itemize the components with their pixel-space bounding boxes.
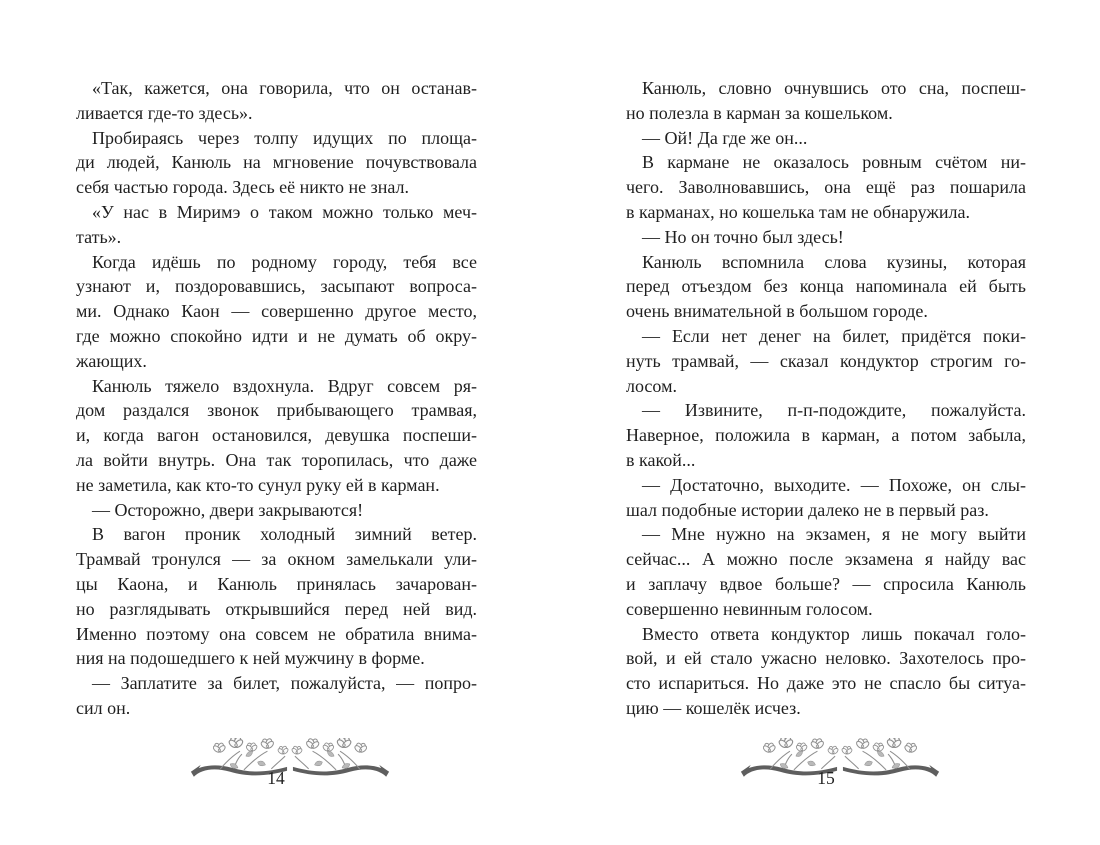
text-line: ми. Однако Каон — совершенно другое место,	[76, 301, 477, 322]
text-line: — Осторожно, двери закрываются!	[92, 499, 364, 520]
text-line: ния на подошедшего к ней мужчину в форме.	[76, 648, 425, 669]
text-line: Наверное, положила в карман, а потом забыла,	[626, 425, 1026, 446]
text-line: — Достаточно, выходите. — Похоже, он слы-	[642, 474, 1026, 495]
text-line: в какой...	[626, 449, 696, 470]
text-line: Именно поэтому она совсем не обратила внима-	[76, 623, 477, 644]
text-line: Вместо ответа кондуктор лишь покачал голо-	[642, 623, 1026, 644]
text-line: Канюль вспомнила слова кузины, которая	[642, 251, 1026, 272]
text-line: но разглядывать открывшийся перед ней вид.	[76, 598, 477, 619]
text-line: в карманах, но кошелька там не обнаружила.	[626, 201, 970, 222]
text-line: — Если нет денег на билет, придётся поки-	[642, 325, 1026, 346]
text-line: совершенно невинным голосом.	[626, 598, 873, 619]
text-line: — Ой! Да где же он...	[642, 127, 808, 148]
left-page-text	[76, 76, 477, 721]
text-line: цы Каона, и Канюль принялась зачарован-	[76, 573, 477, 594]
text-line: чего. Заволновавшись, она ещё раз пошарила	[626, 177, 1026, 198]
text-line: Пробираясь через толпу идущих по площа-	[92, 127, 477, 148]
text-line: дом раздался звонок прибывающего трамвая,	[76, 400, 477, 421]
text-line: — Но он точно был здесь!	[642, 226, 844, 247]
page-number: 14	[267, 768, 285, 788]
text-line: В кармане не оказалось ровным счётом ни-	[642, 152, 1026, 173]
text-line: Трамвай тронулся — за окном замелькали ули-	[76, 549, 477, 570]
text-line: ла войти внутрь. Она так торопилась, что даже	[76, 449, 477, 470]
text-line: сто испариться. Но даже это не спасло бы ситуа-	[626, 673, 1026, 694]
text-line: себя частью города. Здесь её никто не знал.	[76, 177, 410, 198]
right-page-text	[626, 76, 1026, 721]
text-line: и заплачу вдвое больше? — спросила Канюль	[626, 573, 1026, 594]
text-line: — Заплатите за билет, пожалуйста, — попро-	[92, 673, 477, 694]
page-number: 15	[817, 768, 835, 788]
text-line: «Так, кажется, она говорила, что он останав-	[92, 78, 477, 98]
text-line: нуть трамвай, — сказал кондуктор строгим го-	[626, 350, 1026, 371]
text-line: и, когда вагон остановился, девушка поспеши-	[76, 425, 477, 446]
text-line: сейчас... А можно после экзамена я найду вас	[626, 549, 1026, 570]
text-line: «У нас в Миримэ о таком можно только меч-	[92, 201, 477, 222]
text-line: шал подобные истории далеко не в первый раз.	[626, 499, 989, 520]
text-line: не заметила, как кто-то сунул руку ей в карман.	[76, 474, 440, 495]
text-line: ди людей, Канюль на мгновение почувствовала	[76, 152, 477, 173]
text-line: В вагон проник холодный зимний ветер.	[92, 524, 477, 545]
text-line: жающих.	[76, 350, 147, 371]
text-line: Канюль тяжело вздохнула. Вдруг совсем ря-	[92, 375, 477, 396]
text-line: — Извините, п-п-подождите, пожалуйста.	[642, 400, 1026, 421]
text-line: узнают и, поздоровавшись, засыпают вопроса-	[76, 276, 477, 297]
text-line: тать».	[76, 226, 122, 247]
text-line: Канюль, словно очнувшись ото сна, поспеш-	[642, 78, 1026, 98]
text-line: цию — кошелёк исчез.	[626, 697, 801, 718]
text-line: лосом.	[626, 375, 677, 396]
text-line: где можно спокойно идти и не думать об окру-	[76, 325, 477, 346]
text-line: вой, и ей стало ужасно неловко. Захотелось про-	[626, 648, 1026, 669]
text-line: — Мне нужно на экзамен, я не могу выйти	[642, 524, 1026, 545]
text-line: перед отъездом без конца напоминала ей быть	[626, 276, 1026, 297]
text-line: сил он.	[76, 697, 131, 718]
text-line: ливается где-то здесь».	[76, 102, 253, 123]
text-line: но полезла в карман за кошельком.	[626, 102, 893, 123]
text-line: Когда идёшь по родному городу, тебя все	[92, 251, 477, 272]
text-line: очень внимательной в большом городе.	[626, 301, 928, 322]
